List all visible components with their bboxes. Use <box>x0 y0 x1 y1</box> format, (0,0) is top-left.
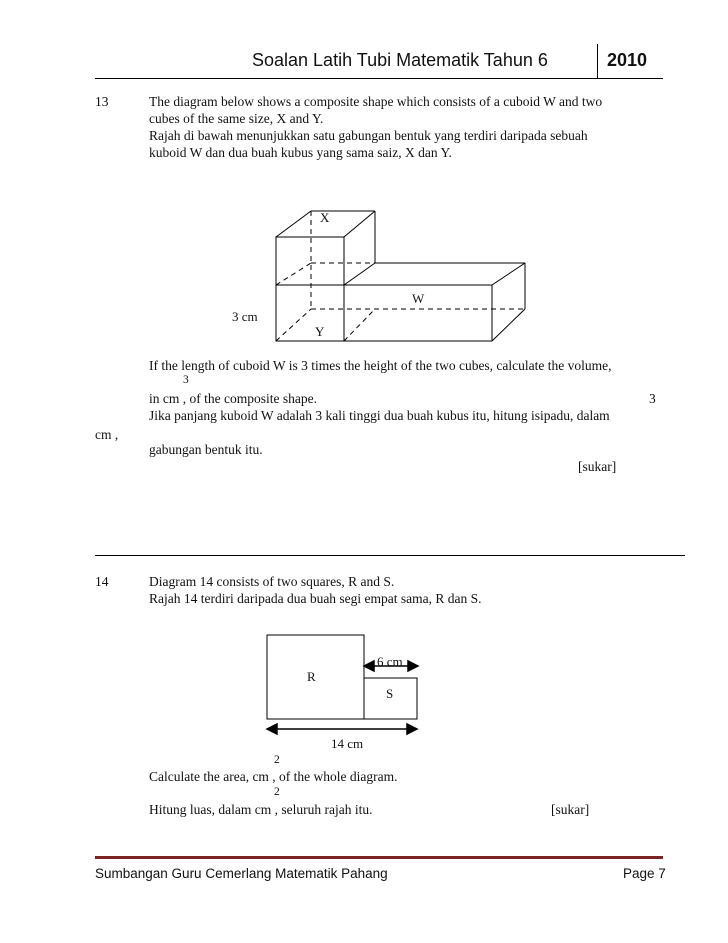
q14-label-r: R <box>307 669 316 684</box>
q14-intro-en: Diagram 14 consists of two squares, R and S. <box>149 574 395 589</box>
q13-question-ms-line-1: Jika panjang kuboid W adalah 3 kali tinggi dua buah kubus itu, hitung isipadu, dalam <box>149 408 610 423</box>
q14-question-en: Calculate the area, cm , of the whole diagram. <box>149 769 398 784</box>
q13-superscript-1: 3 <box>183 374 189 386</box>
header-year: 2010 <box>607 50 648 70</box>
q13-label-y: Y <box>315 324 325 339</box>
q13-intro-en-line-2: cubes of the same size, X and Y. <box>149 111 324 126</box>
q13-number: 13 <box>95 94 109 109</box>
footer-rule <box>95 856 663 859</box>
q14-difficulty: [sukar] <box>551 802 590 817</box>
q13-intro-ms-line-2: kuboid W dan dua buah kubus yang sama saiz, X dan Y. <box>149 145 452 160</box>
q13-superscript-2: 3 <box>649 391 656 406</box>
footer-page-number: Page 7 <box>623 866 666 881</box>
q13-intro-en-line-1: The diagram below shows a composite shape which consists of a cuboid W and two <box>149 94 603 109</box>
q13-cm-fragment: cm , <box>95 427 119 442</box>
q13-label-w: W <box>412 291 425 306</box>
q13-difficulty: [sukar] <box>578 459 617 474</box>
q13-label-x: X <box>320 210 330 225</box>
q14-question-ms: Hitung luas, dalam cm , seluruh rajah itu. <box>149 802 373 817</box>
q13-intro-ms-line-1: Rajah di bawah menunjukkan satu gabungan bentuk yang terdiri daripada sebuah <box>149 128 588 143</box>
q13-dimension-label: 3 cm <box>232 309 258 324</box>
q13-question-ms-line-2: gabungan bentuk itu. <box>149 442 263 457</box>
q13-question-en-line-1: If the length of cuboid W is 3 times the height of the two cubes, calculate the volume, <box>149 358 612 373</box>
q14-label-s: S <box>386 686 394 701</box>
q13-question-en-line-2: in cm , of the composite shape. <box>149 391 317 406</box>
q14-superscript-2: 2 <box>274 786 280 798</box>
q14-intro-ms: Rajah 14 terdiri daripada dua buah segi empat sama, R dan S. <box>149 591 482 606</box>
footer-left-text: Sumbangan Guru Cemerlang Matematik Pahang <box>95 866 388 881</box>
q14-number: 14 <box>95 574 109 589</box>
dimension-arrow-14cm <box>267 724 417 734</box>
q14-dim-total: 14 cm <box>331 736 364 751</box>
q14-superscript-1: 2 <box>274 754 280 766</box>
q14-dim-small: 6 cm <box>377 654 403 669</box>
header-title: Soalan Latih Tubi Matematik Tahun 6 <box>252 50 548 70</box>
